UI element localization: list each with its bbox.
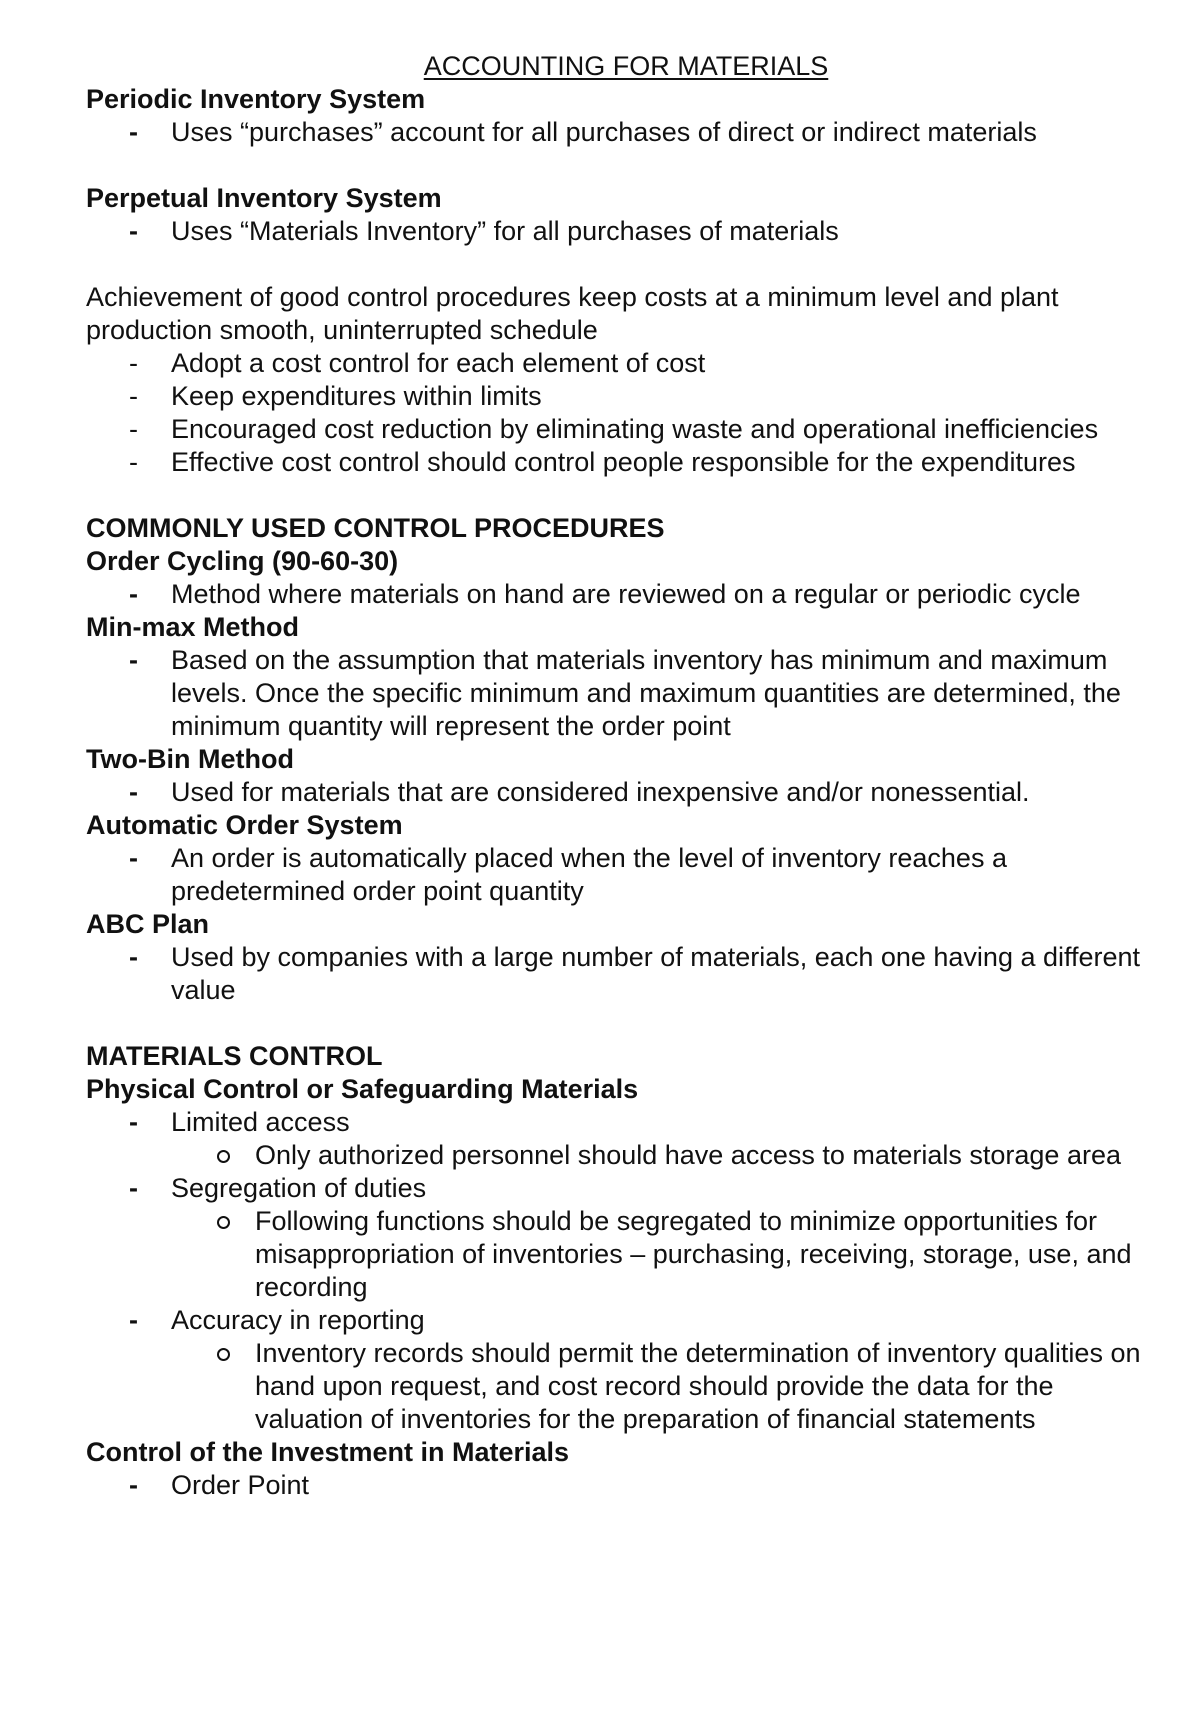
list-item-text: Method where materials on hand are reviewed on a regular or periodic cycle bbox=[171, 579, 1081, 609]
min-max-heading: Min-max Method bbox=[86, 612, 299, 642]
two-bin-list bbox=[86, 776, 1166, 809]
investment-control-heading: Control of the Investment in Materials bbox=[86, 1437, 570, 1467]
list-item-text: Used for materials that are considered inexpensive and/or nonessential. bbox=[171, 777, 1030, 807]
sub-list-item bbox=[255, 1139, 1166, 1172]
list-item-text: Keep expenditures within limits bbox=[171, 381, 542, 411]
dash-bullet: - bbox=[129, 1173, 138, 1203]
list-item bbox=[129, 446, 1166, 479]
list-item-text: Accuracy in reporting bbox=[171, 1305, 425, 1335]
dash-bullet: - bbox=[129, 216, 138, 246]
physical-control-heading: Physical Control or Safeguarding Materials bbox=[86, 1074, 639, 1104]
dash-bullet: - bbox=[129, 447, 138, 477]
investment-control-list bbox=[86, 1469, 1166, 1502]
document-title: ACCOUNTING FOR MATERIALS bbox=[423, 51, 829, 81]
circle-bullet-icon bbox=[217, 1348, 230, 1361]
list-item bbox=[129, 578, 1166, 611]
perpetual-list bbox=[86, 215, 1166, 248]
order-cycling-list bbox=[86, 578, 1166, 611]
min-max-list bbox=[86, 644, 1166, 743]
list-item-text: Segregation of duties bbox=[171, 1173, 427, 1203]
sub-list bbox=[169, 1139, 1166, 1172]
list-item-text: Encouraged cost reduction by eliminating waste and operational inefficiencies bbox=[171, 414, 1099, 444]
list-item bbox=[129, 1106, 1166, 1172]
list-item-text: Limited access bbox=[171, 1107, 350, 1137]
list-item bbox=[129, 644, 1166, 743]
materials-control-heading: MATERIALS CONTROL bbox=[86, 1041, 383, 1071]
sub-list bbox=[169, 1205, 1166, 1304]
list-item bbox=[129, 1469, 1166, 1502]
list-item bbox=[129, 413, 1166, 446]
order-cycling-heading: Order Cycling (90-60-30) bbox=[86, 546, 399, 576]
control-goal-paragraph: Achievement of good control procedures keep costs at a minimum level and plant production smooth, uninterrupted schedule bbox=[86, 282, 1059, 345]
two-bin-heading: Two-Bin Method bbox=[86, 744, 294, 774]
sub-list-item bbox=[255, 1205, 1166, 1304]
abc-plan-list bbox=[86, 941, 1166, 1007]
list-item bbox=[129, 1304, 1166, 1436]
list-item bbox=[129, 1172, 1166, 1304]
perpetual-heading: Perpetual Inventory System bbox=[86, 183, 442, 213]
dash-bullet: - bbox=[129, 1470, 138, 1500]
dash-bullet: - bbox=[129, 1305, 138, 1335]
dash-bullet: - bbox=[129, 777, 138, 807]
periodic-list bbox=[86, 116, 1166, 149]
sub-list-item-text: Inventory records should permit the determination of inventory qualities on hand upon request, and cost record should provide the data for the valuation of inventories for the preparation of financial statements bbox=[255, 1338, 1141, 1434]
sub-list-item-text: Following functions should be segregated to minimize opportunities for misappropriation of inventories – purchasing, receiving, storage, use, and recording bbox=[255, 1206, 1132, 1302]
control-goal-list bbox=[86, 347, 1166, 479]
dash-bullet: - bbox=[129, 645, 138, 675]
dash-bullet: - bbox=[129, 1107, 138, 1137]
list-item-text: Adopt a cost control for each element of cost bbox=[171, 348, 706, 378]
periodic-heading: Periodic Inventory System bbox=[86, 84, 426, 114]
dash-bullet: - bbox=[129, 414, 138, 444]
list-item bbox=[129, 215, 1166, 248]
sub-list bbox=[169, 1337, 1166, 1436]
sub-list-item bbox=[255, 1337, 1166, 1436]
document-page bbox=[86, 50, 1166, 1502]
list-item-text: Uses “Materials Inventory” for all purchases of materials bbox=[171, 216, 839, 246]
list-item-text: Used by companies with a large number of materials, each one having a different value bbox=[171, 942, 1141, 1005]
list-item bbox=[129, 842, 1166, 908]
list-item-text: Order Point bbox=[171, 1470, 310, 1500]
circle-bullet-icon bbox=[217, 1150, 230, 1163]
dash-bullet: - bbox=[129, 348, 138, 378]
automatic-order-list bbox=[86, 842, 1166, 908]
list-item bbox=[129, 116, 1166, 149]
dash-bullet: - bbox=[129, 381, 138, 411]
list-item-text: Based on the assumption that materials inventory has minimum and maximum levels. Once the specific minimum and maximum quantities are determined, the minimum quantity will represent the order point bbox=[171, 645, 1121, 741]
list-item bbox=[129, 776, 1166, 809]
dash-bullet: - bbox=[129, 579, 138, 609]
physical-control-list bbox=[86, 1106, 1166, 1436]
list-item-text: An order is automatically placed when the level of inventory reaches a predetermined order point quantity bbox=[171, 843, 1007, 906]
sub-list-item-text: Only authorized personnel should have access to materials storage area bbox=[255, 1140, 1121, 1170]
list-item-text: Effective cost control should control people responsible for the expenditures bbox=[171, 447, 1076, 477]
list-item bbox=[129, 380, 1166, 413]
abc-plan-heading: ABC Plan bbox=[86, 909, 210, 939]
list-item-text: Uses “purchases” account for all purchases of direct or indirect materials bbox=[171, 117, 1037, 147]
list-item bbox=[129, 347, 1166, 380]
dash-bullet: - bbox=[129, 117, 138, 147]
dash-bullet: - bbox=[129, 942, 138, 972]
dash-bullet: - bbox=[129, 843, 138, 873]
procedures-heading: COMMONLY USED CONTROL PROCEDURES bbox=[86, 513, 665, 543]
automatic-order-heading: Automatic Order System bbox=[86, 810, 403, 840]
circle-bullet-icon bbox=[217, 1216, 230, 1229]
list-item bbox=[129, 941, 1166, 1007]
